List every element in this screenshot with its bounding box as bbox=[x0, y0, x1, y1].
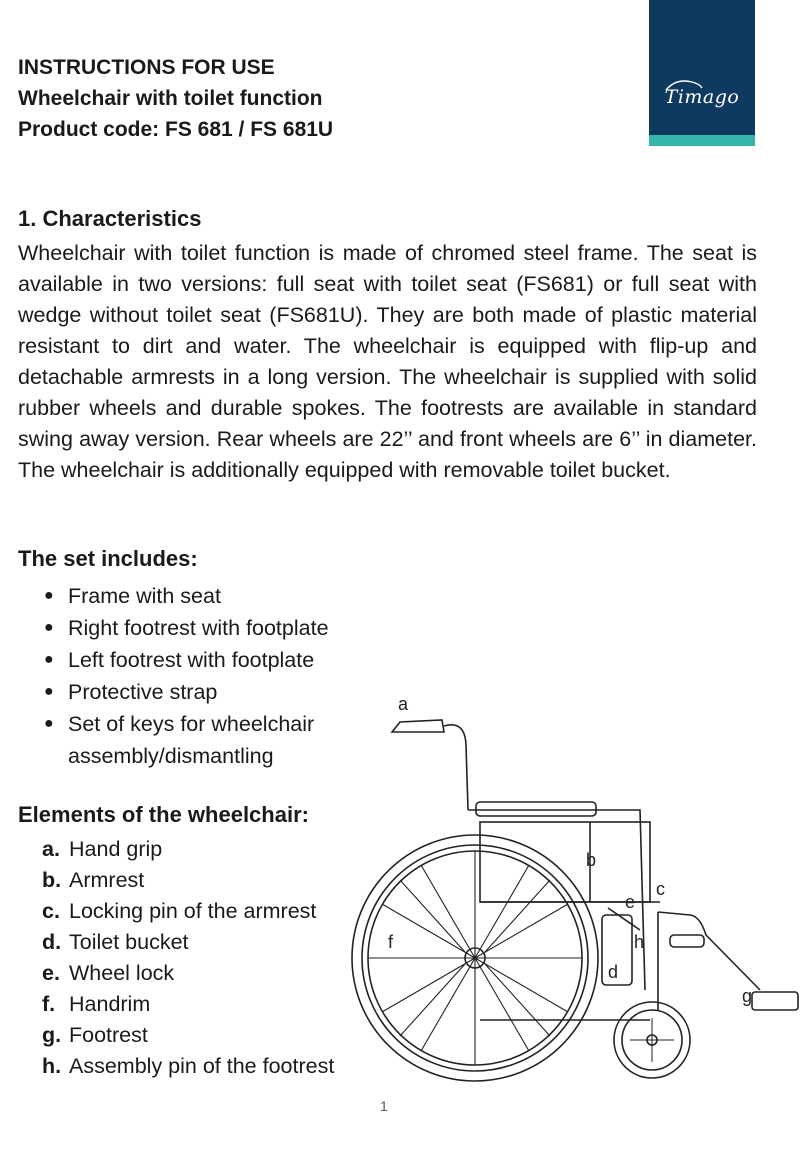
list-item bbox=[42, 834, 334, 865]
list-item bbox=[42, 708, 388, 772]
list-item bbox=[42, 989, 334, 1020]
diagram-label-b: b bbox=[586, 850, 597, 870]
element-letter: c. bbox=[42, 899, 60, 923]
wheel-lock bbox=[608, 908, 640, 930]
element-letter: e. bbox=[42, 961, 60, 985]
page-number: 1 bbox=[380, 1098, 388, 1114]
element-letter: f. bbox=[42, 992, 56, 1016]
diagram-label-e: e bbox=[625, 892, 636, 912]
document-header bbox=[18, 52, 333, 145]
diagram-label-g: g bbox=[742, 986, 753, 1006]
diagram-label-a: a bbox=[398, 694, 409, 714]
brand-logo-stripe bbox=[649, 135, 755, 146]
diagram-label-d: d bbox=[608, 962, 619, 982]
element-label: Assembly pin of the footrest bbox=[69, 1054, 335, 1078]
set-list bbox=[42, 580, 388, 772]
list-item bbox=[42, 612, 388, 644]
hand-grip bbox=[392, 720, 444, 732]
elements-list bbox=[42, 834, 334, 1082]
characteristics-heading: 1. Characteristics bbox=[18, 206, 202, 231]
list-item bbox=[42, 927, 334, 958]
element-label: Wheel lock bbox=[69, 961, 175, 985]
diagram-label-c: c bbox=[656, 879, 665, 899]
element-label: Locking pin of the armrest bbox=[69, 899, 317, 923]
list-item bbox=[42, 676, 388, 708]
element-letter: g. bbox=[42, 1023, 62, 1047]
product-code: Product code: FS 681 / FS 681U bbox=[18, 118, 334, 141]
diagram-label-h: h bbox=[634, 932, 645, 952]
list-item bbox=[42, 644, 388, 676]
wheelchair-diagram bbox=[340, 690, 805, 1090]
element-label: Hand grip bbox=[69, 837, 163, 861]
element-letter: d. bbox=[42, 930, 62, 954]
list-item-label: Frame with seat bbox=[68, 584, 221, 608]
brand-logo-box bbox=[649, 0, 755, 135]
list-item bbox=[42, 896, 334, 927]
list-item-label: Left footrest with footplate bbox=[68, 648, 315, 672]
list-item-label: Protective strap bbox=[68, 680, 218, 704]
list-item-label: Right footrest with footplate bbox=[68, 616, 329, 640]
diagram-label-f: f bbox=[388, 932, 394, 952]
element-letter: b. bbox=[42, 868, 62, 892]
list-item bbox=[42, 580, 388, 612]
product-name: Wheelchair with toilet function bbox=[18, 87, 323, 110]
element-letter: h. bbox=[42, 1054, 62, 1078]
brand-logo-text: Timago bbox=[664, 86, 740, 108]
set-heading: The set includes: bbox=[18, 546, 198, 571]
bullet-icon: ● bbox=[44, 619, 54, 636]
elements-heading: Elements of the wheelchair: bbox=[18, 802, 309, 827]
bullet-icon: ● bbox=[44, 715, 54, 732]
characteristics-body: Wheelchair with toilet function is made of chromed steel frame. The seat is available in two versions: full seat with toilet seat (FS681) or full seat with wedge without toilet seat (FS681U). They are both made of plastic material resistant to dirt and water. The wheelchair is equipped with flip-up and detachable armrests in a long version. The wheelchair is supplied with solid rubber wheels and durable spokes. The footrests are available in standard swing away version. Rear wheels are 22’’ and front wheels are 6’’ in diameter. The wheelchair is additionally equipped with removable toilet bucket. bbox=[18, 241, 757, 482]
element-letter: a. bbox=[42, 837, 60, 861]
bullet-icon: ● bbox=[44, 651, 54, 668]
list-item bbox=[42, 1020, 334, 1051]
armrest bbox=[476, 802, 596, 816]
bullet-icon: ● bbox=[44, 683, 54, 700]
doc-type: INSTRUCTIONS FOR USE bbox=[18, 56, 275, 79]
list-item bbox=[42, 958, 334, 989]
element-label: Footrest bbox=[69, 1023, 148, 1047]
element-label: Toilet bucket bbox=[69, 930, 189, 954]
rear-wheel-spokes bbox=[368, 851, 582, 1065]
element-label: Handrim bbox=[69, 992, 151, 1016]
footrest bbox=[752, 992, 798, 1010]
element-label: Armrest bbox=[69, 868, 145, 892]
list-item-label: Set of keys for wheelchair assembly/dismantling bbox=[68, 712, 315, 768]
list-item bbox=[42, 865, 334, 896]
list-item bbox=[42, 1051, 334, 1082]
footrest-frame bbox=[658, 912, 760, 990]
bullet-icon: ● bbox=[44, 587, 54, 604]
